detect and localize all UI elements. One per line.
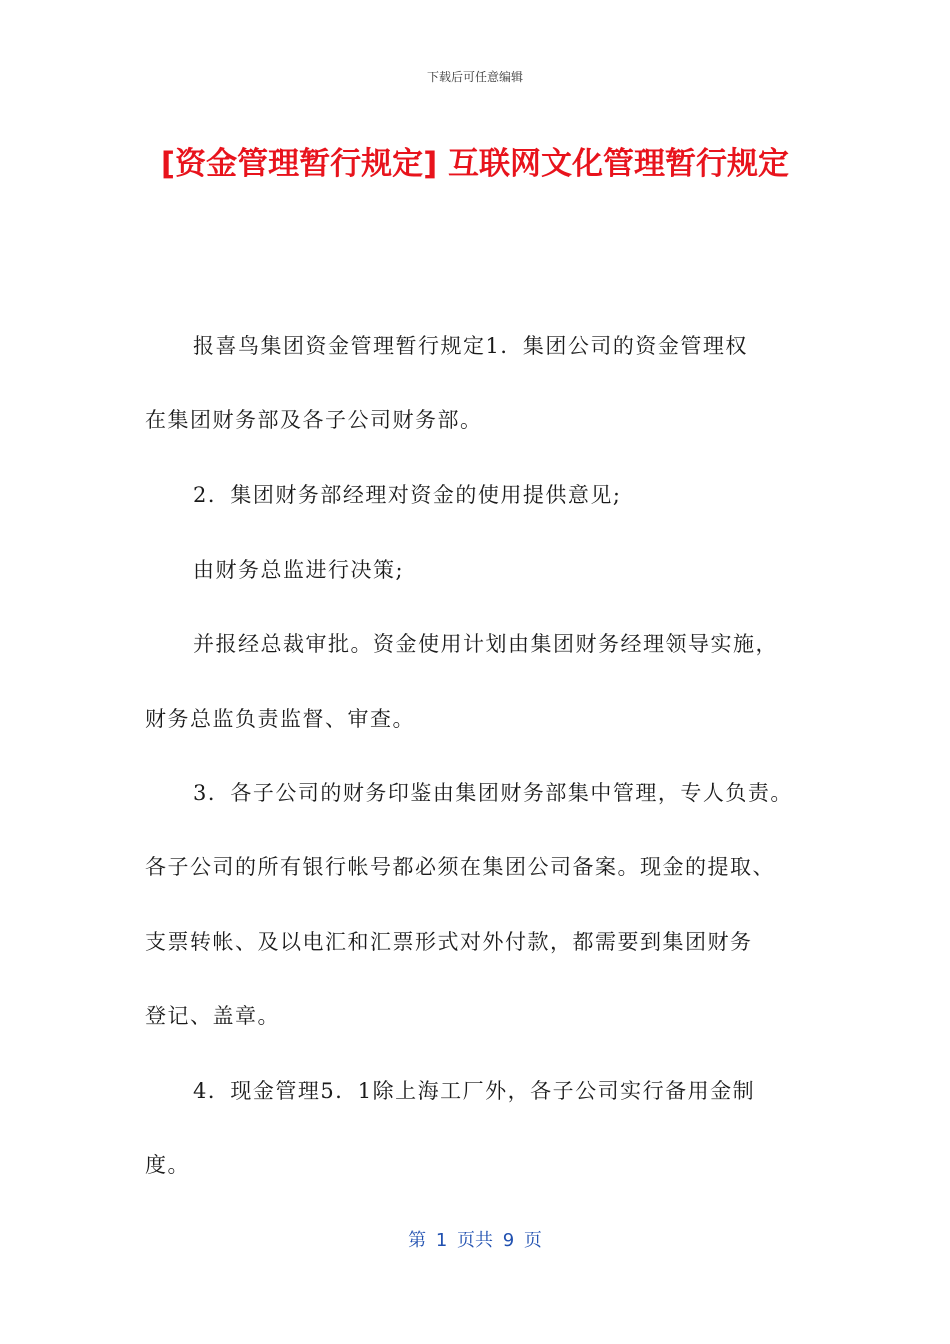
body-line-8: 各子公司的所有银行帐号都必须在集团公司备案。现金的提取、 [145, 855, 775, 879]
body-line-4: 由财务总监进行决策; [193, 558, 405, 582]
body-line-11: 4．现金管理5．1除上海工厂外，各子公司实行备用金制 [193, 1079, 756, 1103]
body-line-5: 并报经总裁审批。资金使用计划由集团财务经理领导实施， [193, 632, 778, 656]
body-line-1: 报喜鸟集团资金管理暂行规定1．集团公司的资金管理权 [193, 334, 748, 358]
body-line-9: 支票转帐、及以电汇和汇票形式对外付款，都需要到集团财务 [145, 930, 753, 954]
body-line-7: 3．各子公司的财务印鉴由集团财务部集中管理，专人负责。 [193, 781, 793, 805]
body-line-6: 财务总监负责监督、审查。 [145, 707, 415, 731]
body-line-12: 度。 [145, 1153, 190, 1177]
page-footer: 第 1 页共 9 页 [408, 1230, 542, 1251]
document-title: [资金管理暂行规定] 互联网文化管理暂行规定 [160, 146, 790, 182]
body-line-3: 2．集团财务部经理对资金的使用提供意见; [193, 483, 622, 507]
body-line-10: 登记、盖章。 [145, 1004, 280, 1028]
body-line-2: 在集团财务部及各子公司财务部。 [145, 408, 483, 432]
header-note: 下载后可任意编辑 [426, 70, 523, 84]
